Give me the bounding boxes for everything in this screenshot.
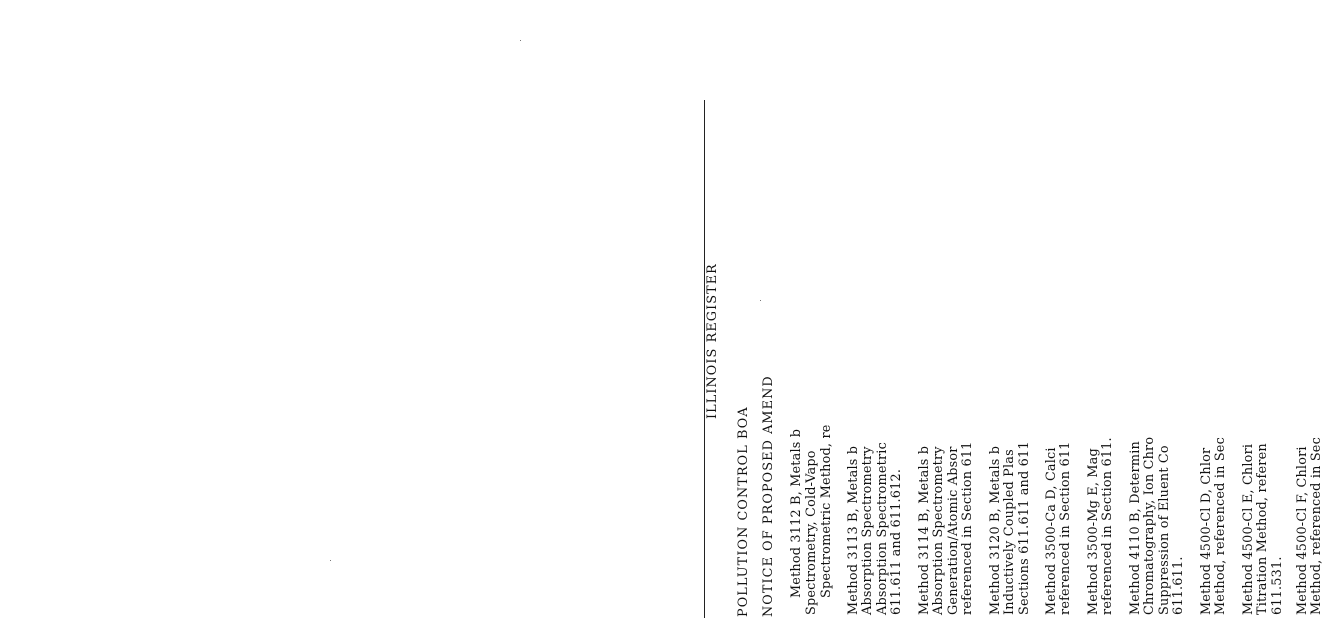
paragraph-line: Method 4110 B, Determin <box>1128 441 1143 615</box>
paragraph-line: Method 3112 B, Metals b <box>789 428 804 598</box>
paragraph-line: Absorption Spectrometry <box>931 446 946 615</box>
paragraph-line: Absorption Spectrometric <box>875 442 890 615</box>
notice-heading: NOTICE OF PROPOSED AMEND <box>761 375 776 617</box>
paragraph-line: Spectrometry, Cold-Vapo <box>804 450 819 615</box>
paragraph-line: Method 3114 B, Metals b <box>917 445 932 615</box>
paragraph-line: Method 3500-Ca D, Calci <box>1044 447 1059 615</box>
paragraph-line: 611.531. <box>1270 556 1285 615</box>
paragraph-line: Spectrometric Method, re <box>819 424 834 598</box>
paragraph-line: Inductively Coupled Plas <box>1002 449 1017 615</box>
paragraph-line: referenced in Section 611 <box>1058 441 1073 615</box>
paragraph-line: Method, referenced in Sec <box>1213 437 1228 615</box>
paragraph-line: Sections 611.611 and 611 <box>1017 441 1032 615</box>
paragraph-line: Absorption Spectrometry <box>860 446 875 615</box>
paragraph-line: Generation/Atomic Absor <box>946 446 961 615</box>
paragraph-line: referenced in Section 611. <box>1100 437 1115 615</box>
paragraph-line: Method 4500-Cl D, Chlor <box>1199 447 1214 615</box>
register-title: ILLINOIS REGISTER <box>705 263 720 419</box>
paragraph-line: Method 3113 B, Metals b <box>846 445 861 615</box>
paragraph-line: Method, referenced in Sec <box>1309 437 1324 615</box>
paragraph-line: referenced in Section 611 <box>960 441 975 615</box>
paragraph-line: Method 4500-Cl F, Chlori <box>1295 446 1310 615</box>
paragraph-line: Method 4500-Cl E, Chlori <box>1241 443 1256 615</box>
paragraph-line: Titration Method, referen <box>1255 443 1270 615</box>
paragraph-line: 611.611. <box>1171 556 1186 615</box>
paragraph-line: Method 3500-Mg E, Mag <box>1086 448 1101 615</box>
paragraph-line: Chromatography, Ion Chro <box>1142 436 1157 615</box>
rotated-text-block <box>705 0 1324 617</box>
paragraph-line: Suppression of Eluent Co <box>1157 445 1172 615</box>
scan-speck <box>330 560 331 561</box>
paragraph-line: Method 3120 B, Metals b <box>988 445 1003 615</box>
scan-speck <box>520 40 521 41</box>
agency-heading: POLLUTION CONTROL BOA <box>736 406 751 617</box>
scan-speck <box>760 300 761 301</box>
paragraph-line: 611.611 and 611.612. <box>889 468 904 615</box>
